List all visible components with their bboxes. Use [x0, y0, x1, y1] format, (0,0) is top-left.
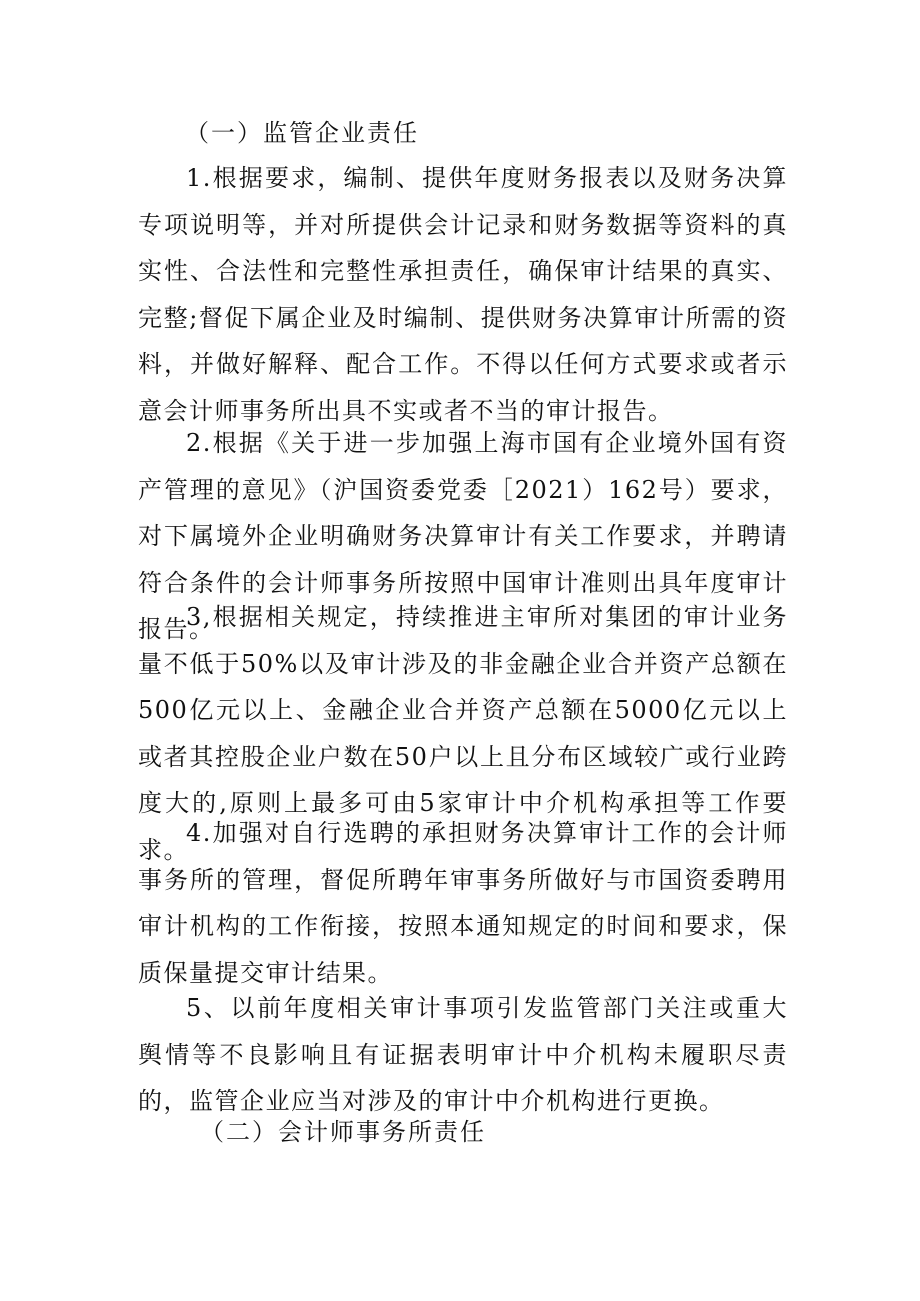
paragraph-4: 4.加强对自行选聘的承担财务决算审计工作的会计师事务所的管理，督促所聘年审事务所做好与市国资委聘用审计机构的工作衔接，按照本通知规定的时间和要求，保质保量提交审计结果。: [138, 819, 788, 987]
paragraph-5: 5、以前年度相关审计事项引发监管部门关注或重大舆情等不良影响且有证据表明审计中介机构未履职尽责的，监管企业应当对涉及的审计中介机构进行更换。: [138, 994, 788, 1115]
paragraph-2: 2.根据《关于进一步加强上海市国有企业境外国有资产管理的意见》（沪国资委党委［2021）162号）要求，对下属境外企业明确财务决算审计有关工作要求，并聘请符合条件的会计师事务所按照中国审计准则出具年度审计报告。: [138, 429, 788, 643]
section-heading-2: （二）会计师事务所责任: [200, 1118, 486, 1146]
paragraph-1: 1.根据要求，编制、提供年度财务报表以及财务决算专项说明等，并对所提供会计记录和财务数据等资料的真实性、合法性和完整性承担责任，确保审计结果的真实、完整;督促下属企业及时编制、提供财务决算审计所需的资料，并做好解释、配合工作。不得以任何方式要求或者示意会计师事务所出具不实或者不当的审计报告。: [138, 164, 788, 425]
section-heading-1: （一）监管企业责任: [185, 119, 419, 147]
paragraph-3: 3,根据相关规定，持续推进主审所对集团的审计业务量不低于50%以及审计涉及的非金融企业合并资产总额在500亿元以上、金融企业合并资产总额在5000亿元以上或者其控股企业户数在50户以上且分布区域较广或行业跨度大的,原则上最多可由5家审计中介机构承担等工作要求。: [138, 603, 788, 864]
